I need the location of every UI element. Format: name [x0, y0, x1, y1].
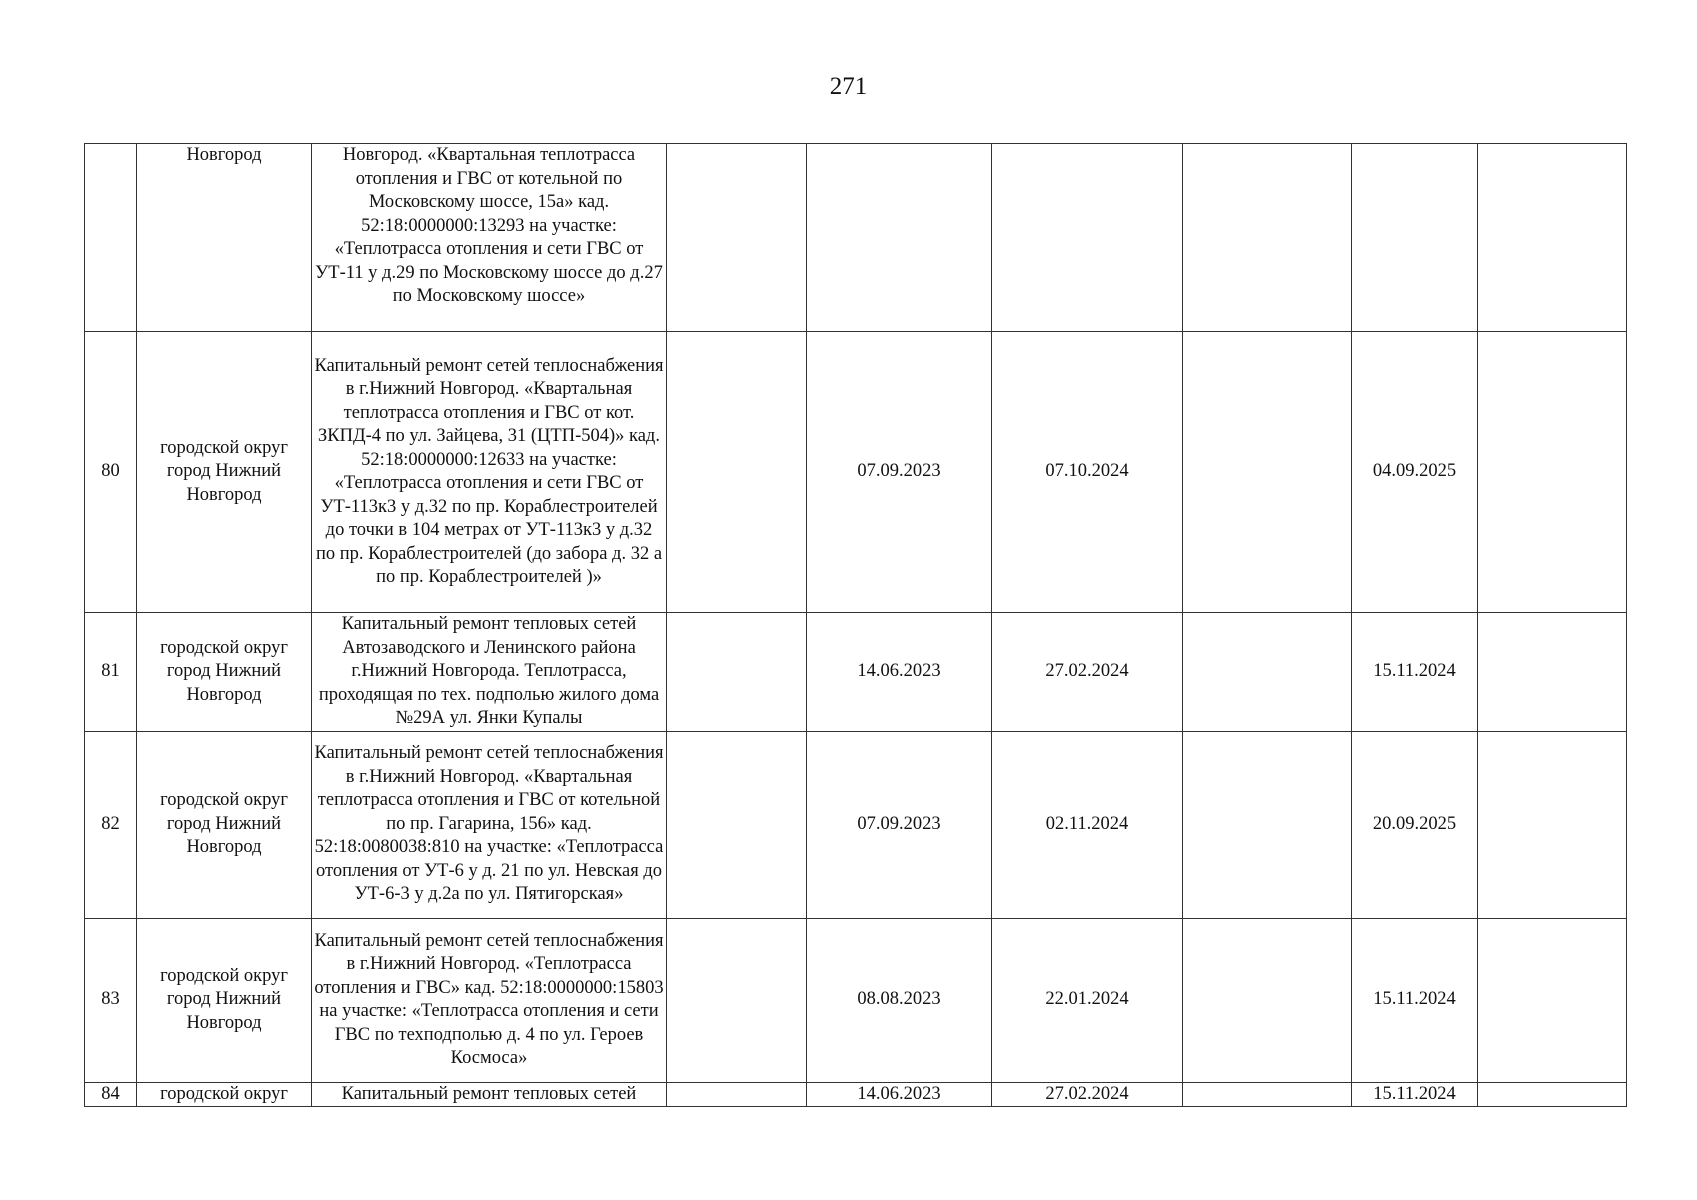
start-date-cell: 07.09.2023 — [807, 332, 992, 613]
empty-cell — [1183, 1082, 1352, 1107]
empty-cell — [1183, 731, 1352, 918]
empty-cell — [1478, 1082, 1627, 1107]
page-number: 271 — [829, 73, 868, 100]
mid-date-cell: 27.02.2024 — [992, 613, 1183, 732]
row-number-cell: 80 — [85, 332, 137, 613]
empty-cell — [667, 332, 807, 613]
empty-cell — [667, 1082, 807, 1107]
table-row — [85, 144, 1627, 332]
empty-cell — [1478, 613, 1627, 732]
start-date-cell — [807, 144, 992, 332]
end-date-cell: 15.11.2024 — [1352, 1082, 1478, 1107]
empty-cell — [1478, 918, 1627, 1082]
row-number-cell — [85, 144, 137, 332]
table-row — [85, 613, 1627, 732]
district-cell: городской округ город Нижний Новгород — [137, 731, 312, 918]
description-cell: Капитальный ремонт тепловых сетей — [312, 1082, 667, 1107]
end-date-cell: 20.09.2025 — [1352, 731, 1478, 918]
district-cell: городской округ город Нижний Новгород — [137, 332, 312, 613]
table-row — [85, 332, 1627, 613]
row-number-cell: 84 — [85, 1082, 137, 1107]
empty-cell — [667, 731, 807, 918]
description-cell: Капитальный ремонт сетей теплоснабжения в г.Нижний Новгород. «Квартальная теплотрасса отопления и ГВС от котельной по пр. Гагарина, 156» кад. 52:18:0080038:810 на участке: «Теплотрасса отопления от УТ-6 у д. 21 по ул. Невская до УТ-6-3 у д.2а по ул. Пятигорская» — [312, 731, 667, 918]
district-cell: городской округ город Нижний Новгород — [137, 918, 312, 1082]
mid-date-cell: 22.01.2024 — [992, 918, 1183, 1082]
end-date-cell: 15.11.2024 — [1352, 918, 1478, 1082]
mid-date-cell: 27.02.2024 — [992, 1082, 1183, 1107]
end-date-cell: 04.09.2025 — [1352, 332, 1478, 613]
row-number-cell: 81 — [85, 613, 137, 732]
table-row — [85, 1082, 1627, 1107]
empty-cell — [1183, 918, 1352, 1082]
empty-cell — [1183, 144, 1352, 332]
table-row — [85, 731, 1627, 918]
works-table — [84, 143, 1627, 1107]
end-date-cell — [1352, 144, 1478, 332]
start-date-cell: 07.09.2023 — [807, 731, 992, 918]
empty-cell — [667, 613, 807, 732]
empty-cell — [1478, 731, 1627, 918]
description-cell: Капитальный ремонт сетей теплоснабжения в г.Нижний Новгород. «Теплотрасса отопления и ГВС» кад. 52:18:0000000:15803 на участке: «Теплотрасса отопления и сети ГВС по техподполью д. 4 по ул. Героев Космоса» — [312, 918, 667, 1082]
row-number-cell: 83 — [85, 918, 137, 1082]
start-date-cell: 14.06.2023 — [807, 613, 992, 732]
district-cell: городской округ — [137, 1082, 312, 1107]
empty-cell — [1183, 613, 1352, 732]
description-cell: Новгород. «Квартальная теплотрасса отопления и ГВС от котельной по Московскому шоссе, 15а» кад. 52:18:0000000:13293 на участке: «Теплотрасса отопления и сети ГВС от УТ-11 у д.29 по Московскому шоссе до д.27 по Московскому шоссе» — [312, 144, 667, 332]
district-cell: Новгород — [137, 144, 312, 332]
empty-cell — [1478, 144, 1627, 332]
start-date-cell: 08.08.2023 — [807, 918, 992, 1082]
end-date-cell: 15.11.2024 — [1352, 613, 1478, 732]
empty-cell — [667, 918, 807, 1082]
empty-cell — [1478, 332, 1627, 613]
district-cell: городской округ город Нижний Новгород — [137, 613, 312, 732]
table-row — [85, 918, 1627, 1082]
row-number-cell: 82 — [85, 731, 137, 918]
empty-cell — [667, 144, 807, 332]
mid-date-cell: 02.11.2024 — [992, 731, 1183, 918]
description-cell: Капитальный ремонт тепловых сетей Автозаводского и Ленинского района г.Нижний Новгорода. Теплотрасса, проходящая по тех. подполью жилого дома №29А ул. Янки Купалы — [312, 613, 667, 732]
mid-date-cell — [992, 144, 1183, 332]
mid-date-cell: 07.10.2024 — [992, 332, 1183, 613]
empty-cell — [1183, 332, 1352, 613]
start-date-cell: 14.06.2023 — [807, 1082, 992, 1107]
description-cell: Капитальный ремонт сетей теплоснабжения в г.Нижний Новгород. «Квартальная теплотрасса отопления и ГВС от кот. ЗКПД-4 по ул. Зайцева, 31 (ЦТП-504)» кад. 52:18:0000000:12633 на участке: «Теплотрасса отопления и сети ГВС от УТ-113к3 у д.32 по пр. Кораблестроителей до точки в 104 метрах от УТ-113к3 у д.32 по пр. Кораблестроителей (до забора д. 32 а по пр. Кораблестроителей )» — [312, 332, 667, 613]
